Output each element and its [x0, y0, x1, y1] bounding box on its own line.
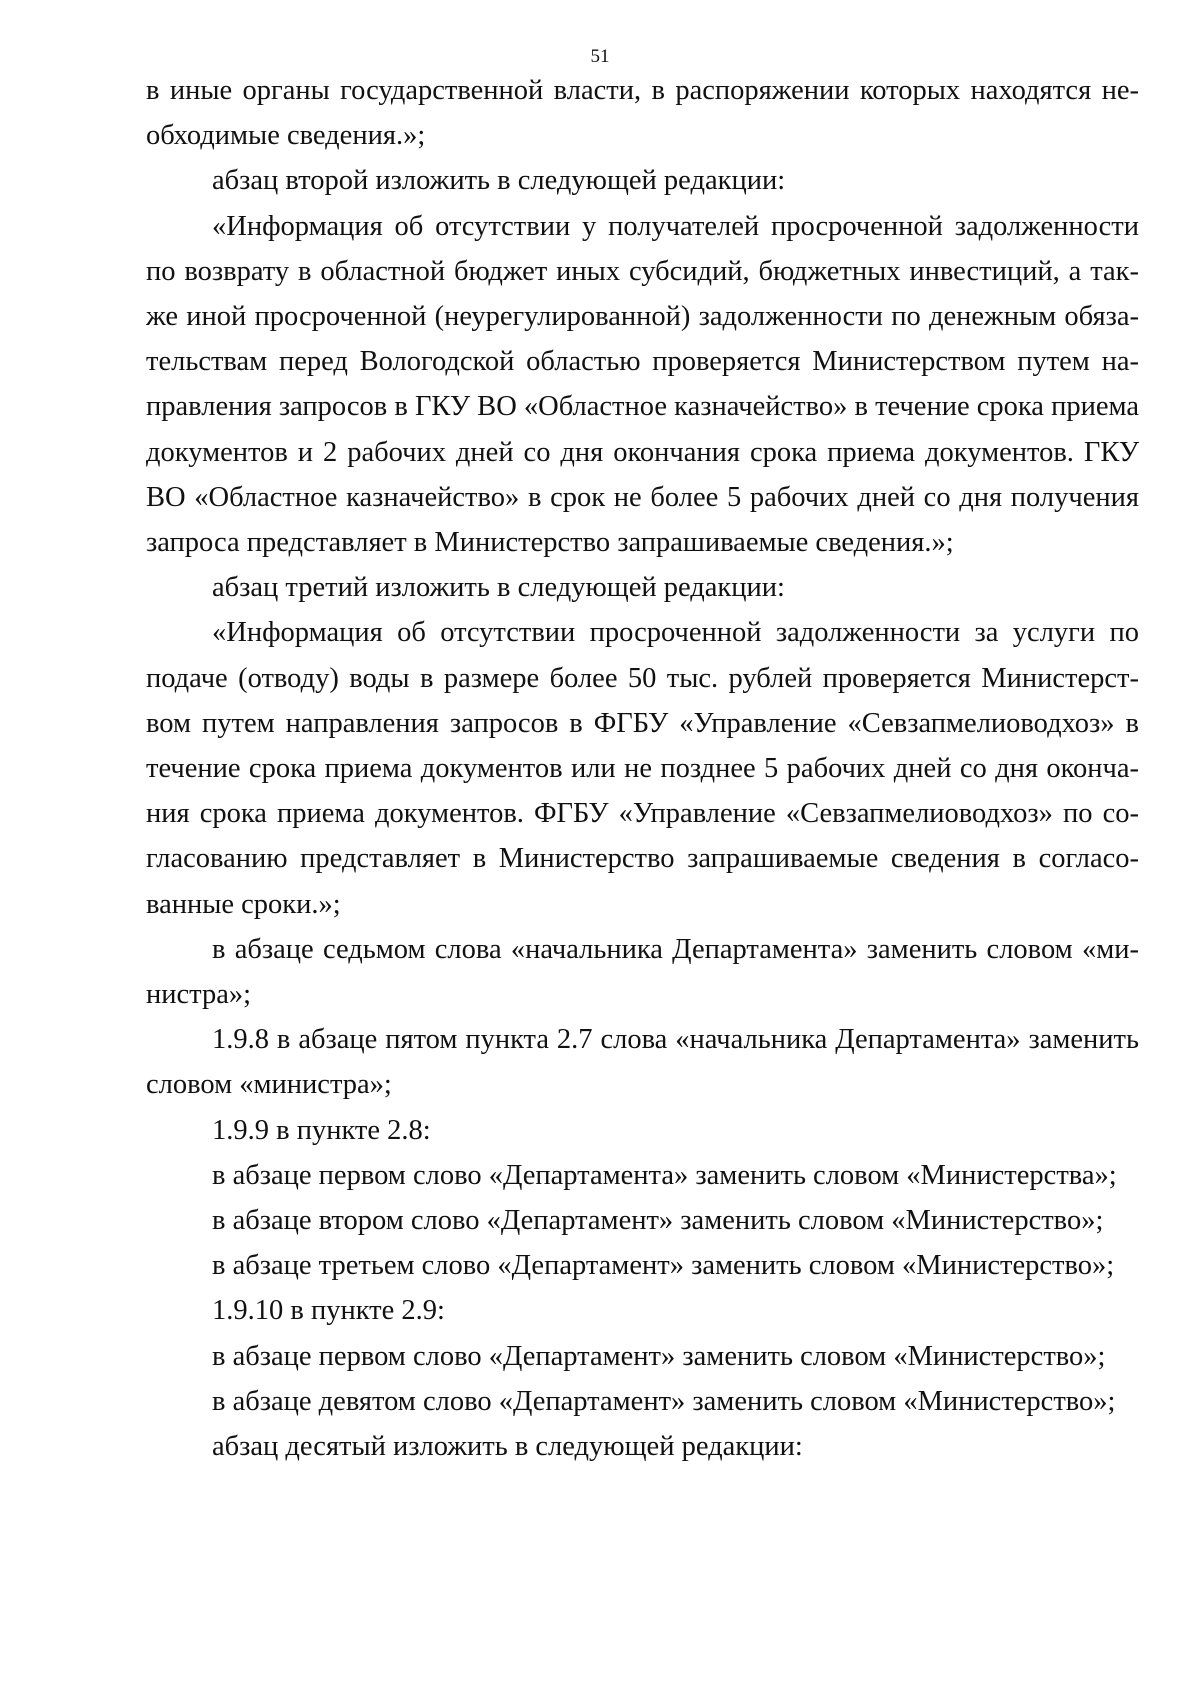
paragraph-2-9-tenth-instruction: абзац десятый изложить в следующей редакции:: [212, 1431, 803, 1463]
paragraph-item-1-9-8: 1.9.8 в абзаце пятом пункта 2.7 слова «начальника Департамента» заменить словом «министра»;: [146, 1024, 1139, 1101]
document-body: [146, 68, 1139, 1469]
paragraph-instruction-third-abzac: абзац третий изложить в следующей редакции:: [212, 572, 785, 604]
page-number: 51: [590, 46, 610, 67]
paragraph-quote-water-debt: «Информация об отсутствии просроченной задолженности за услуги по подаче (отводу) воды в размере более 50 тыс. рублей проверяется Министерством путем направления запросов в ФГБУ «Управление «Севзапмелиоводхоз» в течение срока приема документов или не позднее 5 рабочих дней со дня окончания срока приема документов. ФГБУ «Управление «Севзапмелиоводхоз» по согласованию представляет в Министерство запрашиваемые сведения в согласованные сроки.»;: [146, 617, 1139, 920]
paragraph-item-1-9-9: 1.9.9 в пункте 2.8:: [212, 1114, 431, 1146]
paragraph-2-8-first: в абзаце первом слово «Департамента» заменить словом «Министерства»;: [212, 1159, 1117, 1191]
paragraph-item-1-9-10: 1.9.10 в пункте 2.9:: [212, 1295, 445, 1327]
paragraph-quote-treasury: «Информация об отсутствии у получателей просроченной задолженности по возврату в областной бюджет иных субсидий, бюджетных инвестиций, а также иной просроченной (неурегулированной) задолженности по денежным обязательствам перед Вологодской областью проверяется Министерством путем направления запросов в ГКУ ВО «Областное казначейство» в течение срока приема документов и 2 рабочих дней со дня окончания срока приема документов. ГКУ ВО «Областное казначейство» в срок не более 5 рабочих дней со дня получения запроса представляет в Министерство запрашиваемые сведения.»;: [146, 210, 1139, 559]
paragraph-2-9-first: в абзаце первом слово «Департамент» заменить словом «Министерство»;: [212, 1340, 1106, 1372]
paragraph-instruction-second-abzac: абзац второй изложить в следующей редакции:: [212, 165, 786, 197]
paragraph-2-8-third: в абзаце третьем слово «Департамент» заменить словом «Министерство»;: [212, 1250, 1115, 1282]
paragraph-2-9-ninth: в абзаце девятом слово «Департамент» заменить словом «Министерство»;: [212, 1385, 1116, 1417]
paragraph-seventh-abzac: в абзаце седьмом слова «начальника Департамента» заменить словом «министра»;: [146, 933, 1139, 1011]
paragraph-2-8-second: в абзаце втором слово «Департамент» заменить словом «Министерство»;: [212, 1205, 1104, 1237]
paragraph-continuation: в иные органы государственной власти, в распоряжении которых находятся необходимые сведения.»;: [146, 75, 1139, 152]
